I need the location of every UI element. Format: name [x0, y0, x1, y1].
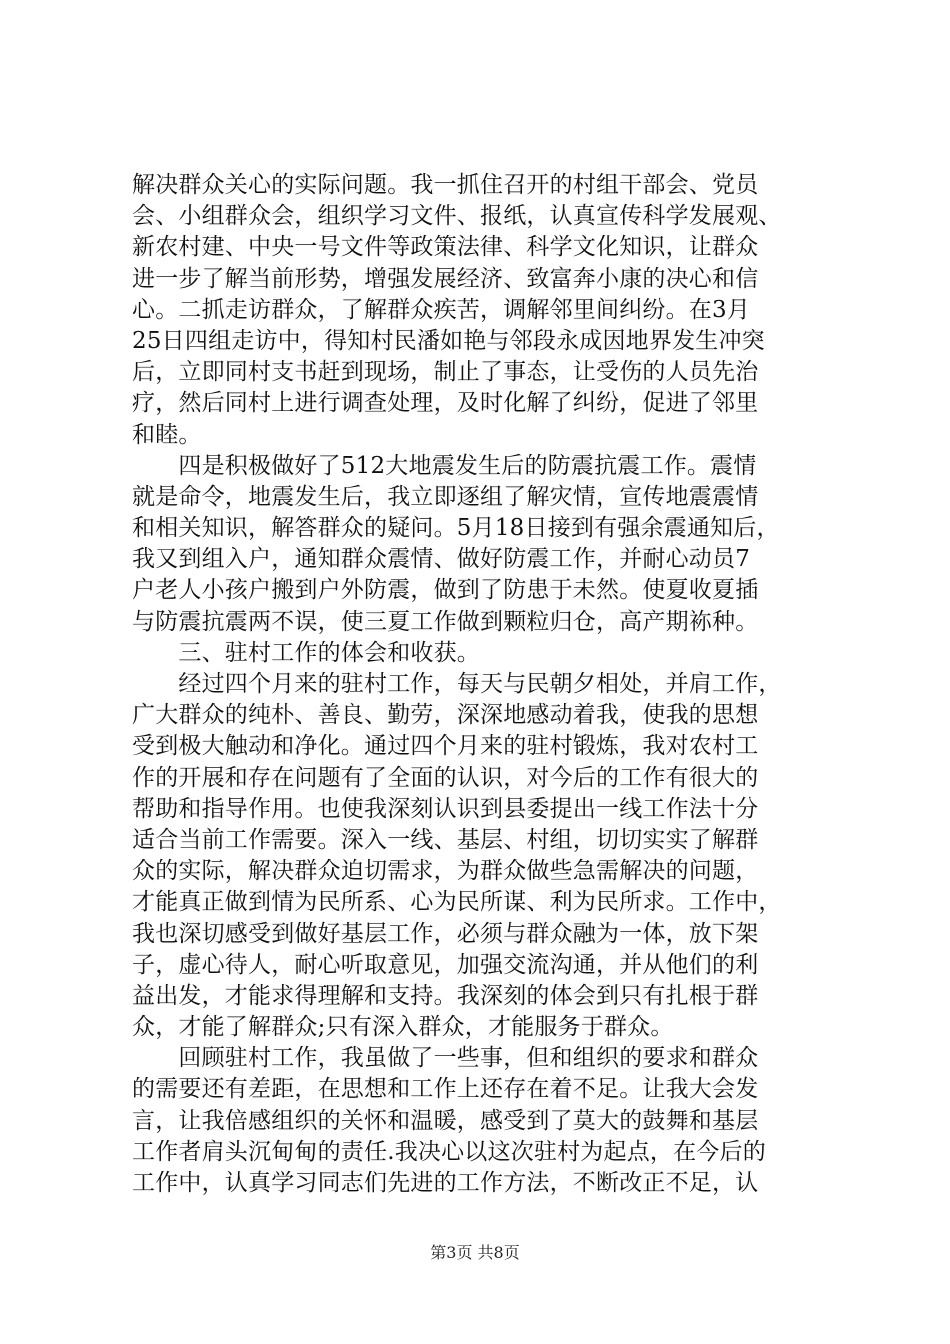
text-line: 回顾驻村工作，我虽做了一些事，但和组织的要求和群众 — [132, 1045, 759, 1072]
text-line: 户老人小孩户搬到户外防震，做到了防患于未然。使夏收夏插 — [132, 577, 759, 604]
text-line: 作的开展和存在问题有了全面的认识，对今后的工作有很大的 — [132, 764, 759, 791]
text-line: 帮助和指导作用。也使我深刻认识到县委提出一线工作法十分 — [132, 795, 759, 822]
text-line: 就是命令，地震发生后，我立即逐组了解灾情，宣传地震震情 — [132, 483, 759, 510]
text-line: 广大群众的纯朴、善良、勤劳，深深地感动着我，使我的思想 — [132, 702, 759, 729]
text-line: 疗，然后同村上进行调查处理，及时化解了纠纷，促进了邻里 — [132, 390, 759, 417]
text-line: 和相关知识，解答群众的疑问。5月18日接到有强余震通知后， — [132, 515, 780, 542]
text-line: 心。二抓走访群众，了解群众疾苦，调解邻里间纠纷。在3月 — [132, 296, 751, 323]
text-line: 四是积极做好了512大地震发生后的防震抗震工作。震情 — [132, 452, 757, 479]
text-line: 我也深切感受到做好基层工作，必须与群众融为一体，放下架 — [132, 920, 759, 947]
text-line: 适合当前工作需要。深入一线、基层、村组，切切实实了解群 — [132, 826, 759, 853]
text-line: 新农村建、中央一号文件等政策法律、科学文化知识，让群众 — [132, 234, 759, 261]
text-line: 益出发，才能求得理解和支持。我深刻的体会到只有扎根于群 — [132, 982, 759, 1009]
text-line: 众，才能了解群众;只有深入群众，才能服务于群众。 — [132, 1014, 674, 1041]
text-line: 解决群众关心的实际问题。我一抓住召开的村组干部会、党员 — [132, 172, 759, 198]
text-line: 才能真正做到情为民所系、心为民所谋、利为民所求。工作中， — [132, 889, 782, 916]
text-line: 与防震抗震两不误，使三夏工作做到颗粒归仓，高产期袮种。 — [132, 608, 759, 635]
text-line: 后，立即同村支书赶到现场，制止了事态，让受伤的人员先治 — [132, 359, 759, 386]
text-line: 和睦。 — [132, 421, 202, 448]
text-line: 子，虚心待人，耐心听取意见，加强交流沟通，并从他们的利 — [132, 951, 759, 978]
document-body — [132, 170, 832, 1199]
text-line: 受到极大触动和净化。通过四个月来的驻村锻炼，我对农村工 — [132, 733, 759, 760]
text-line: 言，让我倍感组织的关怀和温暖，感受到了莫大的鼓舞和基层 — [132, 1107, 759, 1134]
text-line: 进一步了解当前形势，增强发展经济、致富奔小康的决心和信 — [132, 265, 759, 292]
page-footer — [0, 1243, 950, 1263]
text-line: 经过四个月来的驻村工作，每天与民朝夕相处，并肩工作， — [132, 671, 782, 697]
text-line: 的需要还有差距，在思想和工作上还存在着不足。让我大会发 — [132, 1076, 759, 1103]
text-line: 工作中，认真学习同志们先进的工作方法，不断改正不足，认 — [132, 1170, 759, 1196]
text-line: 我又到组入户，通知群众震情、做好防震工作，并耐心动员7 — [132, 546, 751, 573]
section-heading: 三、驻村工作的体会和收获。 — [132, 639, 480, 666]
text-line: 会、小组群众会，组织学习文件、报纸，认真宣传科学发展观、 — [132, 203, 782, 230]
text-line: 工作者肩头沉甸甸的责任.我决心以这次驻村为起点，在今后的 — [132, 1138, 766, 1165]
text-line: 25日四组走访中，得知村民潘如艳与邻段永成因地界发生冲突 — [132, 327, 765, 354]
text-line: 众的实际，解决群众迫切需求，为群众做些急需解决的问题， — [132, 858, 759, 885]
page-number-label: 第3页 共8页 — [430, 1243, 520, 1262]
